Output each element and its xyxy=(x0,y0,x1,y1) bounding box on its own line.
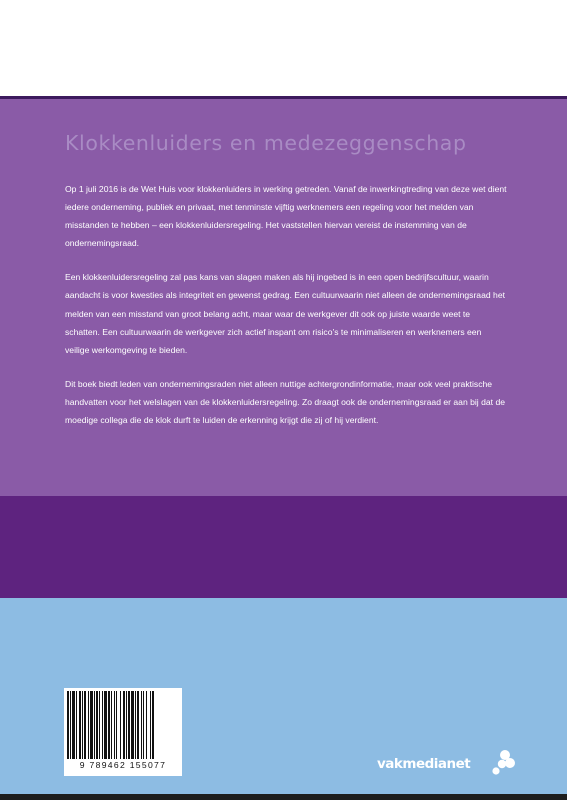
barcode-bar xyxy=(102,691,103,759)
barcode-bar xyxy=(111,691,112,759)
barcode-bar xyxy=(108,691,110,759)
barcode-bar xyxy=(88,691,89,759)
barcode-bar xyxy=(116,691,117,759)
blurb-paragraph-3: Dit boek biedt leden van ondernemingsraden niet alleen nuttige achtergrondinformatie, maar ook veel praktische handvatten voor het welslagen van de klokkenluidersregeling. Zo draagt ook de ondernemingsraad er aan bij dat de moedige collega die de klok durft te luiden de erkenning krijgt die zij of hij verdient. xyxy=(65,378,506,426)
barcode-bar xyxy=(146,691,147,759)
blurb-paragraph-1: Op 1 juli 2016 is de Wet Huis voor klokkenluiders in werking getreden. Vanaf de inwerkingtreding van deze wet dient iedere onderneming, publiek en privaat, met tenminste vijftig werknemers een regeling voor het melden van misstanden te hebben – een klokkenluidersregeling. Het vaststellen hiervan vereist de instemming van de ondernemingsraad. xyxy=(65,184,507,249)
publisher-name: vakmedianet xyxy=(377,756,471,772)
barcode-bar xyxy=(131,691,134,759)
bottom-bar xyxy=(0,794,567,800)
barcode-bar xyxy=(76,691,77,759)
barcode-bar xyxy=(82,691,83,759)
barcode-bar xyxy=(135,691,136,759)
barcode-bar xyxy=(99,691,100,759)
barcode-bar xyxy=(79,691,81,759)
barcode-bar xyxy=(90,691,93,759)
barcode-bar xyxy=(94,691,95,759)
publisher-logo xyxy=(377,749,517,779)
barcode-bar xyxy=(126,691,127,759)
barcode-bar xyxy=(152,691,154,759)
isbn-number: 9 789462 155077 xyxy=(79,760,167,770)
barcode-bar xyxy=(141,691,142,759)
barcode-bar xyxy=(67,691,69,759)
barcode-bar xyxy=(72,691,75,759)
barcode-bar xyxy=(123,691,125,759)
barcode-bar xyxy=(150,691,151,759)
barcode-bars xyxy=(67,691,179,759)
vakmedianet-logo-icon xyxy=(490,749,516,775)
dark-purple-band xyxy=(0,496,567,598)
barcode-bar xyxy=(114,691,115,759)
blurb xyxy=(65,180,507,445)
blurb-paragraph-2: Een klokkenluidersregeling zal pas kans van slagen maken als hij ingebed is in een open bedrijfscultuur, waarin aandacht is voor kwesties als integriteit en gewenst gedrag. Een cultuurwaarin niet alleen de ondernemingsraad het melden van een misstand van groot belang acht, maar waar de werkgever dit ook op juiste waarde weet te schatten. Een cultuurwaarin de werkgever zich actief inspant om risico’s te minimaliseren en werknemers een veilige werkomgeving te bieden. xyxy=(65,272,505,355)
barcode-bar xyxy=(143,691,144,759)
barcode-bar xyxy=(104,691,107,759)
top-white-area xyxy=(0,0,567,96)
barcode-bar xyxy=(128,691,130,759)
barcode-bar xyxy=(70,691,71,759)
barcode-bar xyxy=(137,691,139,759)
barcode-bar xyxy=(96,691,98,759)
cover-title: Klokkenluiders en medezeggenschap xyxy=(65,131,467,155)
isbn-barcode xyxy=(64,688,182,776)
barcode-bar xyxy=(84,691,86,759)
barcode-bar xyxy=(120,691,121,759)
